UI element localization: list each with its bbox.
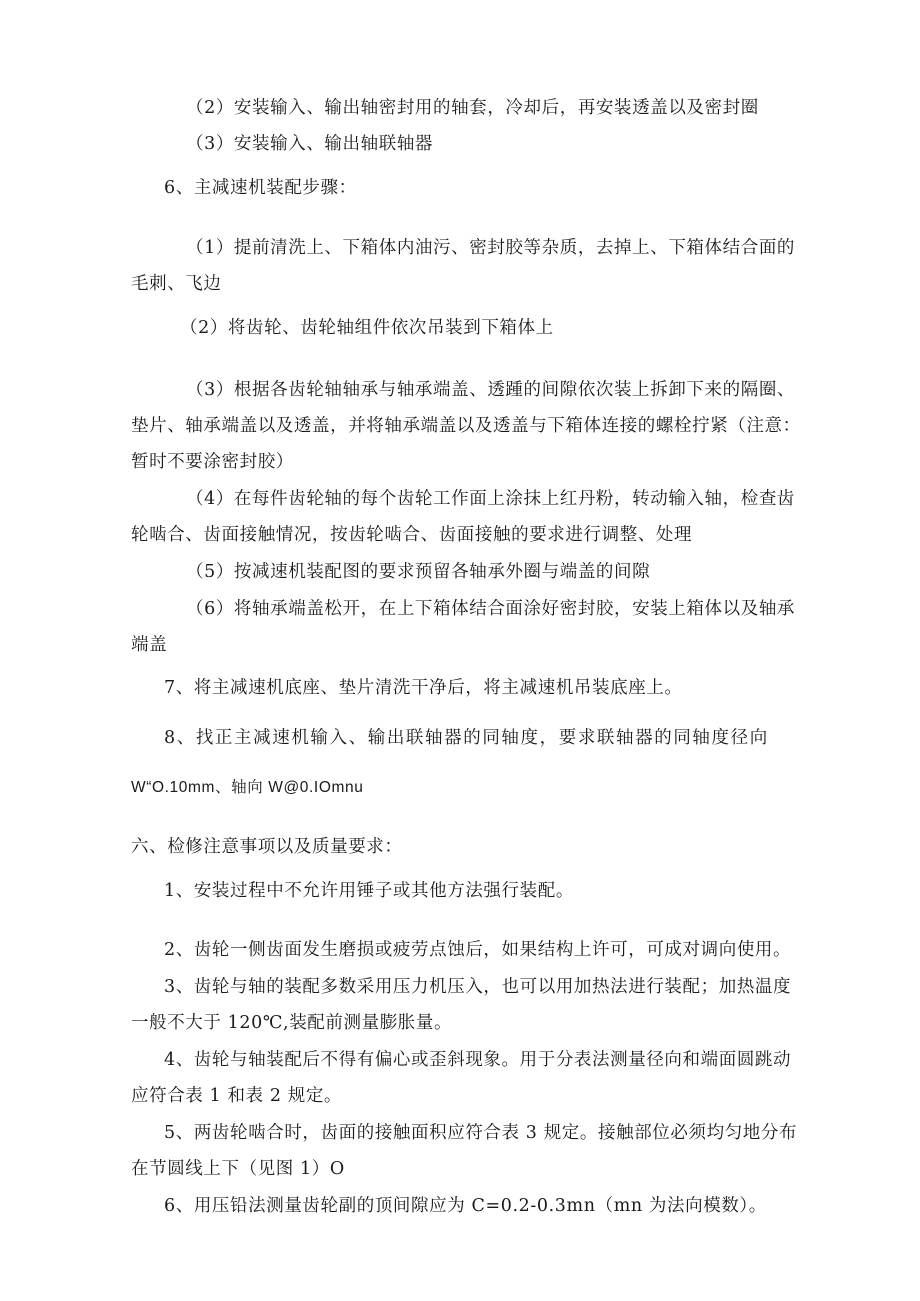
text-line: 7、将主减速机底座、垫片清洗干净后，将主减速机吊装底座上。: [164, 678, 683, 698]
text-line: 3、齿轮与轴的装配多数采用压力机压入，也可以用加热法进行装配；加热温度: [164, 977, 792, 997]
text-line: 8、找正主减速机输入、输出联轴器的同轴度，要求联轴器的同轴度径向: [164, 728, 769, 748]
section-heading: 六、检修注意事项以及质量要求：: [131, 837, 403, 857]
text-line: 暂时不要涂密封胶）: [131, 452, 294, 472]
text-line: 应符合表 1 和表 2 规定。: [131, 1086, 343, 1106]
text-line: 1、安装过程中不允许用锤子或其他方法强行装配。: [164, 881, 574, 901]
text-line: 轮啮合、齿面接触情况，按齿轮啮合、齿面接触的要求进行调整、处理: [131, 525, 693, 545]
text-line: （6）将轴承端盖松开，在上下箱体结合面涂好密封胶，安装上箱体以及轴承: [186, 599, 796, 619]
text-line: 毛刺、飞边: [131, 274, 222, 294]
text-line: 5、两齿轮啮合时，齿面的接触面积应符合表 3 规定。接触部位必须均匀地分布: [164, 1123, 798, 1143]
text-line: 4、齿轮与轴装配后不得有偏心或歪斜现象。用于分表法测量径向和端面圆跳动: [164, 1050, 792, 1070]
text-line: 在节圆线上下（见图 1）O: [131, 1159, 345, 1179]
text-line: 6、用压铅法测量齿轮副的顶间隙应为 C=0.2-0.3mn（mn 为法向模数）。: [164, 1196, 767, 1216]
text-line: 垫片、轴承端盖以及透盖，并将轴承端盖以及透盖与下箱体连接的螺栓拧紧（注意：: [131, 416, 801, 436]
text-line: （2）安装输入、输出轴密封用的轴套，冷却后，再安装透盖以及密封圈: [186, 98, 759, 118]
text-line: （3）根据各齿轮轴轴承与轴承端盖、透踵的间隙依次装上拆卸下来的隔圈、: [186, 380, 796, 400]
text-line: （2）将齿轮、齿轮轴组件依次吊装到下箱体上: [180, 318, 554, 338]
text-line: （1）提前清洗上、下箱体内油污、密封胶等杂质，去掉上、下箱体结合面的: [186, 238, 796, 258]
text-line: 2、齿轮一侧齿面发生磨损或疲劳点蚀后，如果结构上许可，可成对调向使用。: [164, 940, 792, 960]
text-line: 端盖: [131, 635, 168, 655]
text-line: W“O.10mm、轴向 W@0.IOmnu: [131, 779, 364, 796]
text-line: （5）按减速机装配图的要求预留各轴承外圈与端盖的间隙: [186, 562, 651, 582]
section-heading: 6、主减速机装配步骤：: [164, 178, 357, 198]
text-line: （3）安装输入、输出轴联轴器: [186, 134, 434, 154]
text-line: （4）在每件齿轮轴的每个齿轮工作面上涂抹上红丹粉，转动输入轴，检查齿: [186, 489, 796, 509]
text-line: 一般不大于 120℃,装配前测量膨胀量。: [131, 1013, 453, 1033]
